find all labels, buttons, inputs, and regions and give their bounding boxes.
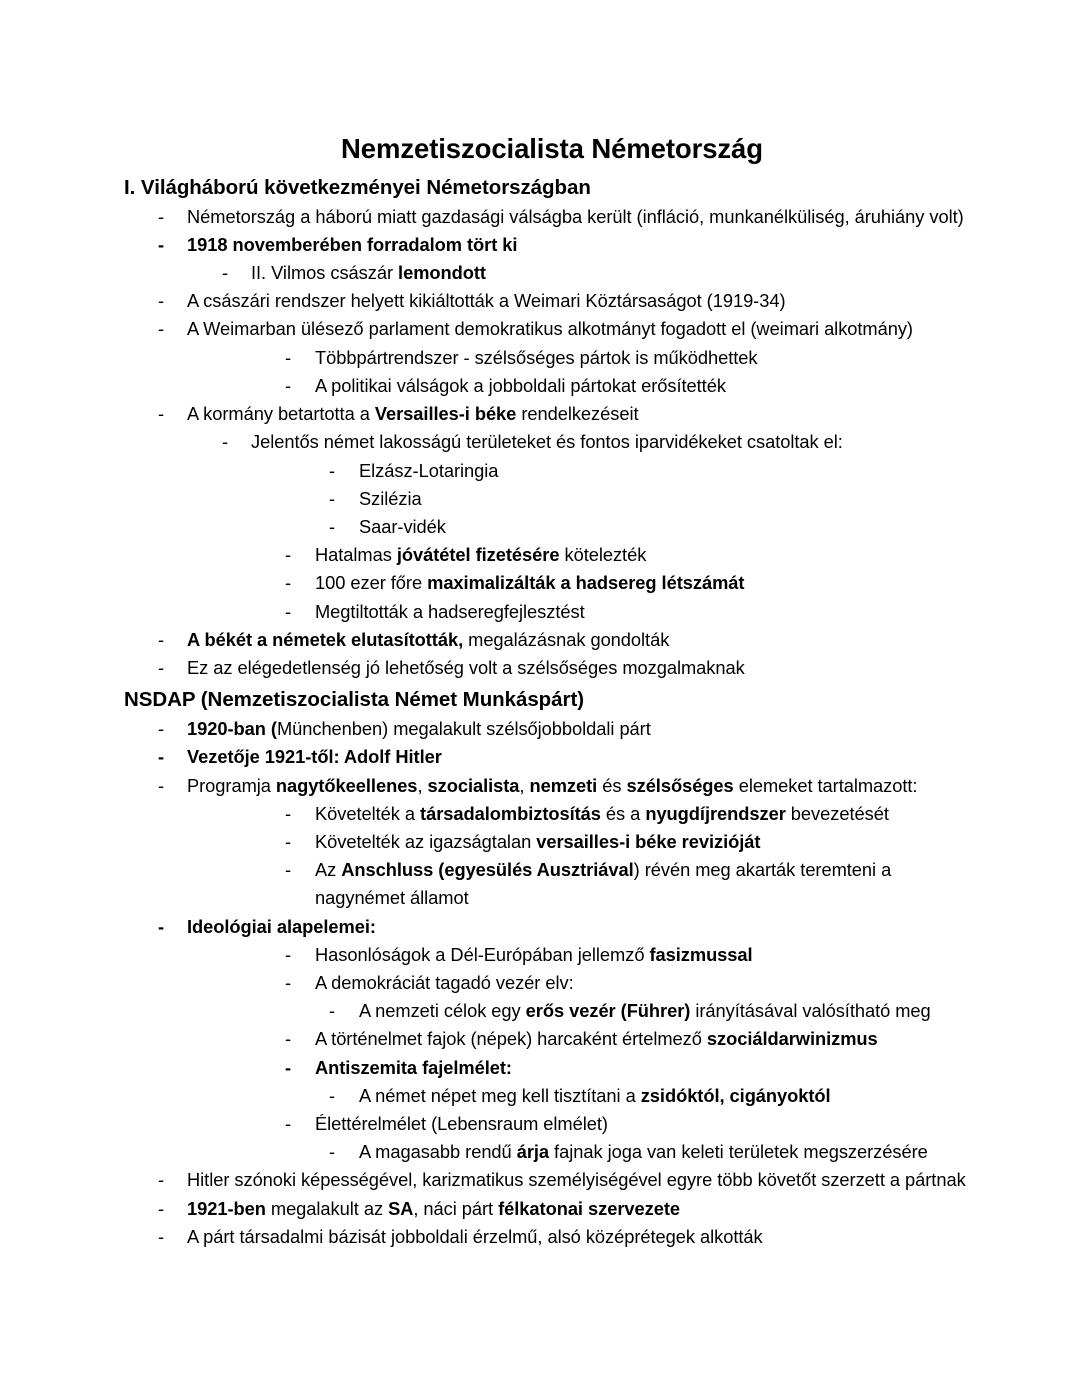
bullet-dash-icon: - (285, 1028, 292, 1050)
outline-item (124, 1082, 980, 1110)
bullet-dash-icon: - (158, 1225, 165, 1247)
outline-item-text (187, 287, 980, 315)
text-run-bold: 1920-ban ( (187, 718, 277, 740)
bullet-dash-icon: - (285, 859, 292, 881)
bullet-dash-icon: - (285, 802, 292, 824)
outline-item-text (187, 1166, 980, 1194)
outline-item (124, 1223, 980, 1251)
outline-item-text (315, 372, 980, 400)
outline-item-text (359, 1082, 980, 1110)
bullet-dash-icon: - (158, 1197, 165, 1219)
outline-item-text (251, 428, 980, 456)
bullet-dash-icon: - (285, 600, 292, 622)
outline-item-text (187, 315, 980, 343)
outline-item (124, 1138, 980, 1166)
text-run: bevezetését (785, 802, 889, 824)
outline-item-text (359, 997, 980, 1025)
bullet-dash-icon: - (158, 318, 165, 340)
text-run-bold: SA (388, 1197, 414, 1219)
bullet-dash-icon: - (329, 1084, 336, 1106)
outline-item (124, 941, 980, 969)
text-run-bold: 1921-ben (187, 1197, 266, 1219)
bullet-dash-icon: - (158, 628, 165, 650)
text-run: A kormány betartotta a (187, 403, 375, 425)
text-run-bold: fasizmussal (649, 943, 753, 965)
outline-item (124, 400, 980, 428)
text-run: ) révén meg akarták teremteni a nagynémet államot (315, 859, 892, 909)
outline-item (124, 344, 980, 372)
outline-item-text (251, 259, 980, 287)
outline-item (124, 1025, 980, 1053)
outline-item (124, 315, 980, 343)
bullet-dash-icon: - (285, 346, 292, 368)
outline-item-text (315, 800, 980, 828)
text-run: megalázásnak gondolták (463, 628, 670, 650)
text-run: , (519, 774, 530, 796)
text-run: Jelentős német lakosságú területeket és fontos iparvidékeket csatoltak el: (251, 431, 843, 453)
text-run-bold: erős vezér (Führer) (525, 1000, 691, 1022)
bullet-dash-icon: - (285, 972, 292, 993)
text-run: A politikai válságok a jobboldali pártokat erősítették (315, 374, 726, 396)
bullet-dash-icon: - (285, 572, 292, 594)
text-run-bold: Ideológiai alapelemei: (187, 915, 376, 937)
outline-item (124, 997, 980, 1025)
outline-item-text (187, 913, 980, 941)
text-run-bold: maximalizálták a hadsereg létszámát (427, 572, 745, 594)
bullet-dash-icon: - (285, 943, 292, 965)
text-run: rendelkezéseit (516, 403, 639, 425)
outline-item (124, 1110, 980, 1138)
outline-item (124, 287, 980, 315)
bullet-dash-icon: - (222, 431, 229, 453)
outline-item (124, 598, 980, 626)
bullet-dash-icon: - (329, 1141, 336, 1163)
outline-item (124, 772, 980, 800)
outline-item-text (359, 485, 980, 513)
outline-item (124, 913, 980, 941)
outline-item (124, 428, 980, 456)
text-run: elemeket tartalmazott: (733, 774, 918, 796)
outline-item-text (187, 654, 980, 682)
text-run: A párt társadalmi bázisát jobboldali érzelmű, alsó középrétegek alkották (187, 1225, 763, 1247)
text-run-bold: Vezetője 1921-től: Adolf Hitler (187, 746, 442, 768)
text-run-bold: szocialista (427, 774, 520, 796)
outline-item-text (187, 743, 980, 771)
text-run: Többpártrendszer - szélsőséges pártok is működhettek (315, 346, 758, 368)
text-run: Programja (187, 774, 276, 796)
text-run: Münchenben) megalakult szélsőjobboldali párt (276, 718, 651, 740)
outline-list (124, 715, 980, 1251)
outline-item (124, 1195, 980, 1223)
outline-item-text (187, 1195, 980, 1223)
bullet-dash-icon: - (285, 544, 292, 566)
outline-item (124, 715, 980, 743)
bullet-dash-icon: - (222, 262, 229, 284)
outline-item-text (187, 1223, 980, 1251)
text-run-bold: szélsőséges (626, 774, 734, 796)
outline-item (124, 203, 980, 231)
bullet-dash-icon: - (158, 915, 165, 937)
outline-item (124, 457, 980, 485)
text-run: irányításával valósítható meg (690, 1000, 931, 1022)
text-run: Az (315, 859, 342, 881)
section-heading: NSDAP (Nemzetiszocialista Német Munkáspárt) (124, 688, 584, 712)
text-run: Élettérelmélet (Lebensraum elmélet) (315, 1113, 608, 1135)
document-title: Nemzetiszocialista Németország (341, 133, 763, 164)
bullet-dash-icon: - (158, 774, 165, 796)
outline-item-text (315, 598, 980, 626)
outline-item (124, 856, 980, 912)
bullet-dash-icon: - (285, 374, 292, 396)
text-run-bold: A békét a németek elutasították, (187, 628, 464, 650)
outline-item-text (359, 457, 980, 485)
text-run: , náci párt (413, 1197, 499, 1219)
outline-item (124, 1054, 980, 1082)
section-heading: I. Világháború következményei Németországban (124, 175, 591, 199)
bullet-dash-icon: - (285, 830, 292, 852)
text-run: A német népet meg kell tisztítani a (359, 1084, 641, 1106)
text-run: Saar-vidék (359, 515, 446, 537)
text-run: , (417, 774, 428, 796)
outline-item-text (359, 1138, 980, 1166)
outline-item-text (187, 772, 980, 800)
outline-item-text (187, 626, 980, 654)
text-run-bold: Anschluss (egyesülés Ausztriával (341, 859, 634, 881)
outline-item (124, 654, 980, 682)
outline-item-text (187, 203, 980, 231)
outline-item-text (315, 856, 980, 912)
outline-item (124, 1166, 980, 1194)
outline-item-text (187, 231, 980, 259)
text-run: A demokráciát tagadó vezér elv: (315, 972, 574, 993)
bullet-dash-icon: - (329, 487, 336, 509)
outline-item (124, 969, 980, 997)
bullet-dash-icon: - (285, 1113, 292, 1135)
text-run-bold: 1918 novemberében forradalom tört ki (187, 233, 518, 255)
text-run-bold: társadalombiztosítás (420, 802, 601, 824)
text-run: Hasonlóságok a Dél-Európában jellemző (315, 943, 650, 965)
outline-item-text (315, 1025, 980, 1053)
text-run: A Weimarban ülésező parlament demokratikus alkotmányt fogadott el (weimari alkotmány) (187, 318, 913, 340)
bullet-dash-icon: - (158, 656, 165, 678)
bullet-dash-icon: - (158, 746, 165, 768)
text-run-bold: félkatonai szervezete (498, 1197, 680, 1219)
text-run-bold: szociáldarwinizmus (706, 1028, 878, 1050)
outline-item (124, 513, 980, 541)
document-body (124, 174, 980, 1251)
bullet-dash-icon: - (158, 290, 165, 312)
outline-item (124, 743, 980, 771)
bullet-dash-icon: - (158, 205, 165, 227)
outline-item-text (359, 513, 980, 541)
text-run: A történelmet fajok (népek) harcaként értelmező (315, 1028, 707, 1050)
outline-item-text (315, 1054, 980, 1082)
outline-item (124, 231, 980, 259)
text-run: Hatalmas (315, 544, 397, 566)
text-run-bold: jóvátétel fizetésére (396, 544, 560, 566)
text-run-bold: zsidóktól, cigányoktól (640, 1084, 831, 1106)
text-run: Elzász-Lotaringia (359, 459, 499, 481)
bullet-dash-icon: - (285, 1056, 292, 1078)
outline-item (124, 485, 980, 513)
text-run: és a (600, 802, 646, 824)
text-run: kötelezték (559, 544, 647, 566)
bullet-dash-icon: - (158, 1169, 165, 1191)
text-run-bold: nagytőkeellenes (275, 774, 418, 796)
outline-item-text (315, 569, 980, 597)
text-run: 100 ezer főre (315, 572, 428, 594)
outline-list (124, 203, 980, 682)
outline-item-text (315, 941, 980, 969)
outline-item (124, 569, 980, 597)
outline-item-text (315, 828, 980, 856)
outline-item (124, 372, 980, 400)
text-run-bold: nyugdíjrendszer (645, 802, 786, 824)
text-run: Ez az elégedetlenség jó lehetőség volt a szélsőséges mozgalmaknak (187, 656, 745, 678)
text-run: A magasabb rendű (359, 1141, 517, 1163)
outline-item-text (315, 541, 980, 569)
outline-item-text (315, 969, 980, 997)
text-run-bold: Antiszemita fajelmélet: (315, 1056, 512, 1078)
outline-item-text (187, 400, 980, 428)
text-run: II. Vilmos császár (251, 262, 399, 284)
text-run-bold: lemondott (398, 262, 486, 284)
outline-item (124, 541, 980, 569)
text-run: Követelték az igazságtalan (315, 830, 537, 852)
outline-item-text (315, 344, 980, 372)
text-run: megalakult az (265, 1197, 389, 1219)
text-run: A császári rendszer helyett kikiáltották a Weimari Köztársaságot (1919-34) (187, 290, 786, 312)
bullet-dash-icon: - (158, 403, 165, 425)
outline-item (124, 800, 980, 828)
outline-item (124, 259, 980, 287)
outline-item-text (187, 715, 980, 743)
text-run: Németország a háború miatt gazdasági válságba került (infláció, munkanélküliség, áruhiány volt) (187, 205, 964, 227)
text-run: Követelték a (315, 802, 421, 824)
text-run-bold: Versailles-i béke (374, 403, 517, 425)
outline-item (124, 828, 980, 856)
text-run: Szilézia (359, 487, 422, 509)
text-run: Megtiltották a hadseregfejlesztést (315, 600, 585, 622)
text-run: fajnak joga van keleti területek megszerzésére (549, 1141, 928, 1163)
bullet-dash-icon: - (158, 233, 165, 255)
text-run: Hitler szónoki képességével, karizmatikus személyiségével egyre több követőt szerzett a pártnak (187, 1169, 966, 1191)
bullet-dash-icon: - (329, 1000, 336, 1022)
outline-item (124, 626, 980, 654)
bullet-dash-icon: - (329, 459, 336, 481)
bullet-dash-icon: - (158, 718, 165, 740)
outline-item-text (315, 1110, 980, 1138)
text-run: és (597, 774, 627, 796)
text-run-bold: versailles-i béke revizióját (536, 830, 761, 852)
text-run: A nemzeti célok egy (359, 1000, 526, 1022)
text-run-bold: nemzeti (529, 774, 598, 796)
text-run-bold: árja (516, 1141, 550, 1163)
bullet-dash-icon: - (329, 515, 336, 537)
